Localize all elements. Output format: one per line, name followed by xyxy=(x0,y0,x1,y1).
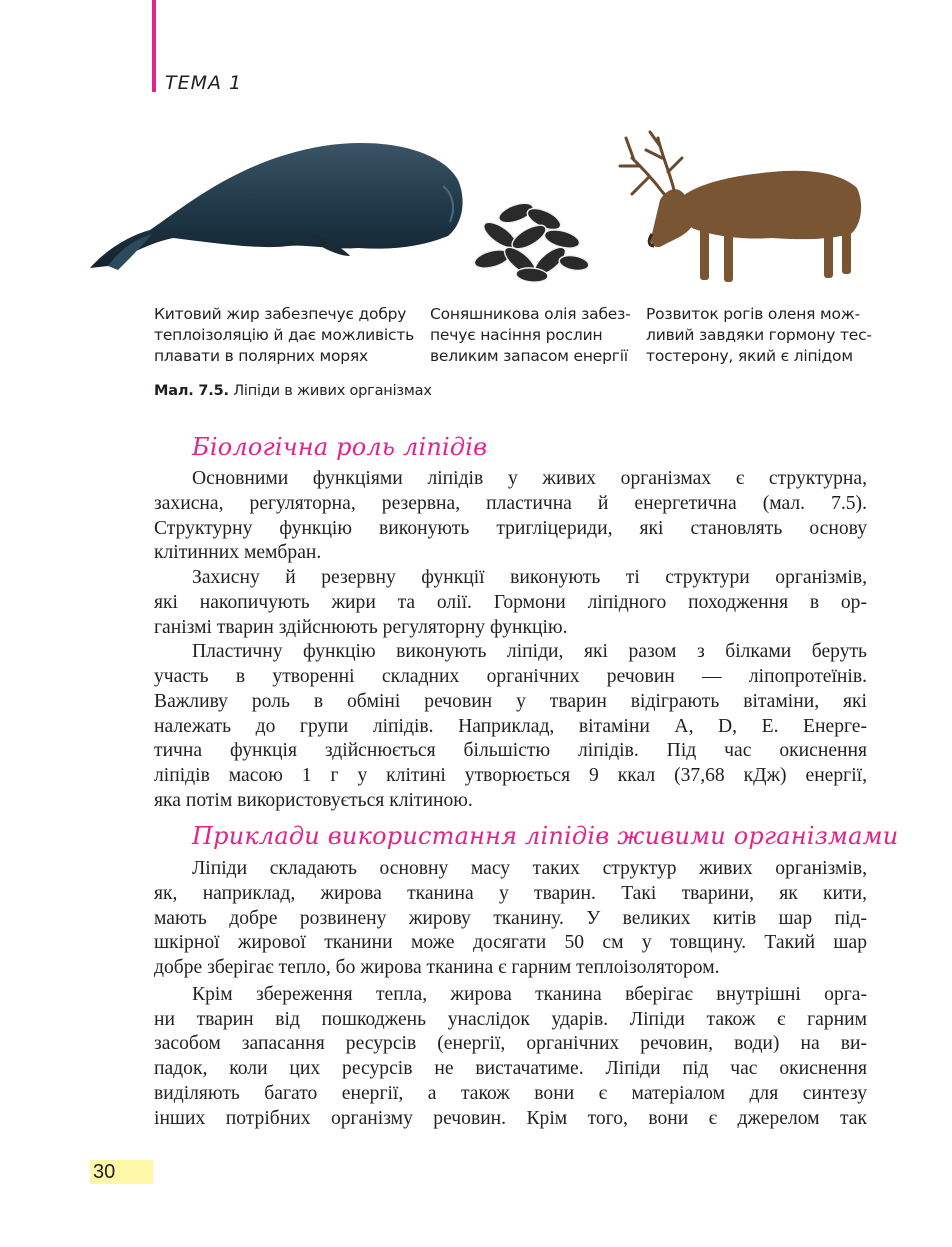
paragraph-line: належать до групи ліпідів. Наприклад, вітаміни A, D, E. Енерге- xyxy=(154,715,867,737)
paragraph-line: яка потім використовується клітиною. xyxy=(154,789,473,811)
paragraph-line: участь в утворенні складних органічних речовин — ліпопротеїнів. xyxy=(154,666,867,687)
caption-line: тостерону, який є ліпідом xyxy=(646,347,853,365)
caption-whale xyxy=(154,304,414,367)
theme-accent-bar xyxy=(152,0,156,92)
paragraph-line: виділяють багато енергії, а також вони є матеріалом для синтезу xyxy=(154,1082,867,1104)
section1-body xyxy=(154,467,867,814)
paragraph-line: мають добре розвинену жирову тканину. У великих китів шар під- xyxy=(154,907,867,929)
caption-deer xyxy=(646,304,872,367)
caption-line: ливий завдяки гормону тес- xyxy=(646,326,872,344)
sunflower-seeds-illustration xyxy=(474,195,592,285)
paragraph-line: ни тварин від пошкоджень унаслідок ударів. Ліпіди також є гарним xyxy=(154,1008,867,1030)
paragraph-line: Ліпіди складають основну масу таких структур живих організмів, xyxy=(192,858,867,879)
paragraph-line: як, наприклад, жирова тканина у тварин. Такі тварини, як кити, xyxy=(154,882,867,904)
sperm-whale-illustration xyxy=(88,138,466,273)
page-number: 30 xyxy=(93,1161,116,1183)
section-heading-lipid-examples: Приклади використання ліпідів живими організмами xyxy=(192,822,899,850)
paragraph-line: падок, коли цих ресурсів не вистачатиме. Ліпіди під час окиснення xyxy=(154,1058,867,1079)
paragraph-line: шкірної жирової тканини може досягати 50 см у товщину. Такий шар xyxy=(154,932,867,954)
paragraph-line: Пластичну функцію виконують ліпіди, які разом з білками беруть xyxy=(192,641,867,663)
caption-line: теплоізоляцію й дає можливість xyxy=(154,326,415,344)
paragraph-line: Структурну функцію виконують тригліцериди, які становлять основу xyxy=(154,517,867,539)
paragraph-line: тична функція здійснюється більшістю ліпідів. Під час окиснення xyxy=(154,740,867,762)
paragraph-line: Крім збереження тепла, жирова тканина вберігає внутрішні орга- xyxy=(192,983,867,1005)
paragraph-line: які накопичують жири та олії. Гормони ліпідного походження в ор- xyxy=(154,591,867,613)
paragraph-line: засобом запасання ресурсів (енергії, органічних речовин, води) на ви- xyxy=(154,1033,867,1055)
paragraph-line: добре зберігає тепло, бо жирова тканина є гарним теплоізолятором. xyxy=(154,957,720,978)
paragraph-line: ганізмі тварин здійснюють регуляторну функцію. xyxy=(154,616,568,638)
figure-number: Мал. 7.5. xyxy=(154,383,229,399)
paragraph-line: Захисну й резервну функції виконують ті структури організмів, xyxy=(192,567,867,588)
figure-title-text: Ліпіди в живих організмах xyxy=(228,383,432,399)
theme-label: ТЕМА 1 xyxy=(165,72,243,94)
caption-line: печує насіння рослин xyxy=(430,326,603,344)
paragraph-line: клітинних мембран. xyxy=(154,542,322,564)
paragraph-line: інших потрібних організму речовин. Крім того, вони є джерелом так xyxy=(154,1107,867,1129)
caption-line: великим запасом енергії xyxy=(430,347,628,365)
paragraph-line: ліпідів масою 1 г у клітині утворюється 9 ккал (37,68 кДж) енергії, xyxy=(154,765,867,786)
deer-illustration xyxy=(612,128,868,286)
caption-line: Соняшникова олія забез- xyxy=(430,305,631,323)
section-heading-biological-role: Біологічна роль ліпідів xyxy=(192,433,488,461)
paragraph-line: Основними функціями ліпідів у живих організмах є структурна, xyxy=(192,468,867,489)
caption-line: Розвиток рогів оленя мож- xyxy=(646,305,860,323)
figure-title xyxy=(154,383,432,399)
section2-body xyxy=(154,857,867,1131)
paragraph-line: Важливу роль в обміні речовин у тварин відіграють вітаміни, які xyxy=(154,690,867,712)
caption-line: Китовий жир забезпечує добру xyxy=(154,305,407,323)
paragraph-line: захисна, регуляторна, резервна, пластична й енергетична (мал. 7.5). xyxy=(154,492,867,514)
caption-line: плавати в полярних морях xyxy=(154,347,368,365)
caption-sunflower xyxy=(430,304,631,367)
